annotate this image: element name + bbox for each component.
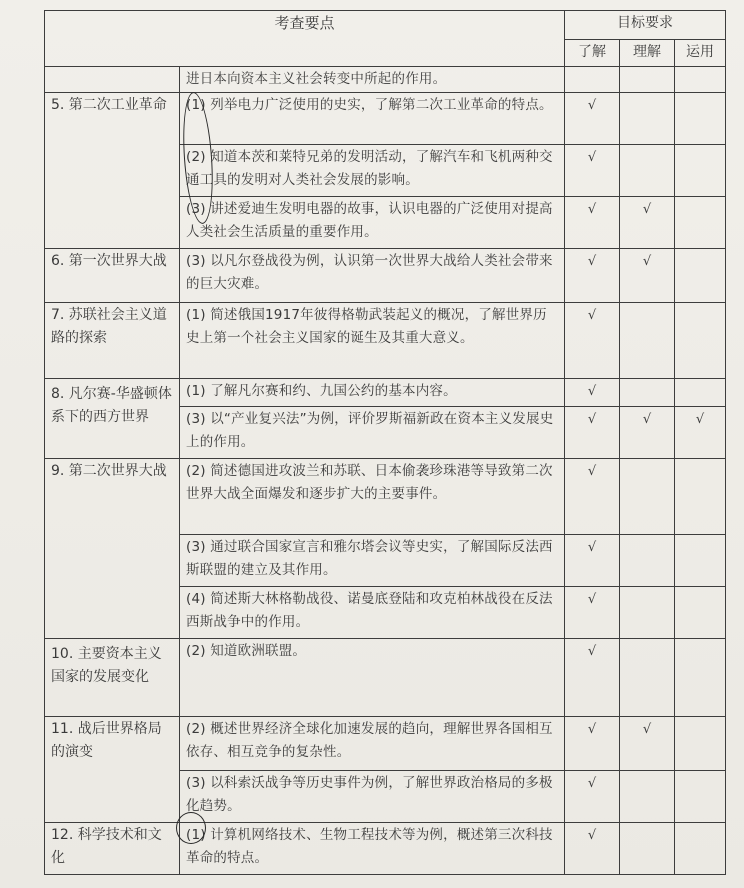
mark-understand: √ <box>565 771 620 823</box>
topic-cell: 12. 科学技术和文化 <box>45 823 180 875</box>
mark-understand: √ <box>565 459 620 535</box>
requirement-cell: (2) 知道本茨和莱特兄弟的发明活动，了解汽车和飞机两种交通工具的发明对人类社会发展的影响。 <box>180 145 565 197</box>
mark-understand: √ <box>565 587 620 639</box>
mark-understand: √ <box>565 407 620 459</box>
topic-cell: 6. 第一次世界大战 <box>45 249 180 303</box>
mark-comprehend: √ <box>620 717 675 771</box>
requirement-cell: (1) 了解凡尔赛和约、九国公约的基本内容。 <box>180 379 565 407</box>
mark-comprehend <box>620 459 675 535</box>
mark-understand: √ <box>565 379 620 407</box>
requirement-cell: (3) 以凡尔登战役为例，认识第一次世界大战给人类社会带来的巨大灾难。 <box>180 249 565 303</box>
level-understand-header: 了解 <box>565 40 620 67</box>
requirement-cell: (3) 讲述爱迪生发明电器的故事，认识电器的广泛使用对提高人类社会生活质量的重要作用。 <box>180 197 565 249</box>
mark-apply <box>675 197 726 249</box>
mark-understand: √ <box>565 93 620 145</box>
mark-apply <box>675 639 726 717</box>
requirement-cell: (2) 知道欧洲联盟。 <box>180 639 565 717</box>
mark-comprehend <box>620 145 675 197</box>
mark-understand: √ <box>565 535 620 587</box>
target-header: 目标要求 <box>565 11 726 40</box>
mark-comprehend <box>620 771 675 823</box>
header-row <box>45 11 726 40</box>
table-row <box>45 717 726 771</box>
mark-apply <box>675 771 726 823</box>
topic-cell: 11. 战后世界格局的演变 <box>45 717 180 823</box>
table-row <box>45 379 726 407</box>
mark-apply: √ <box>675 407 726 459</box>
table-row <box>45 249 726 303</box>
requirement-cell: (3) 以“产业复兴法”为例，评价罗斯福新政在资本主义发展史上的作用。 <box>180 407 565 459</box>
mark-comprehend <box>620 379 675 407</box>
mark-understand: √ <box>565 823 620 875</box>
table-row <box>45 67 726 93</box>
mark-comprehend <box>620 67 675 93</box>
mark-apply <box>675 459 726 535</box>
mark-comprehend: √ <box>620 197 675 249</box>
table-row <box>45 303 726 379</box>
level-comprehend-header: 理解 <box>620 40 675 67</box>
mark-comprehend: √ <box>620 407 675 459</box>
table-row <box>45 639 726 717</box>
mark-comprehend <box>620 639 675 717</box>
curriculum-table <box>44 10 726 875</box>
mark-comprehend <box>620 93 675 145</box>
mark-apply <box>675 93 726 145</box>
mark-understand: √ <box>565 145 620 197</box>
mark-apply <box>675 587 726 639</box>
requirement-cell: (2) 概述世界经济全球化加速发展的趋向，理解世界各国相互依存、相互竞争的复杂性。 <box>180 717 565 771</box>
mark-comprehend <box>620 823 675 875</box>
level-apply-header: 运用 <box>675 40 726 67</box>
table-row <box>45 823 726 875</box>
mark-apply <box>675 823 726 875</box>
requirement-cell: (1) 计算机网络技术、生物工程技术等为例，概述第三次科技革命的特点。 <box>180 823 565 875</box>
mark-apply <box>675 535 726 587</box>
mark-understand: √ <box>565 249 620 303</box>
mark-comprehend <box>620 587 675 639</box>
requirement-cell: (1) 简述俄国1917年彼得格勒武装起义的概况，了解世界历史上第一个社会主义国家的诞生及其重大意义。 <box>180 303 565 379</box>
requirement-cell: (2) 简述德国进攻波兰和苏联、日本偷袭珍珠港等导致第二次世界大战全面爆发和逐步扩大的主要事件。 <box>180 459 565 535</box>
topic-cell: 8. 凡尔赛-华盛顿体系下的西方世界 <box>45 379 180 459</box>
key-points-header: 考查要点 <box>45 11 565 67</box>
mark-apply <box>675 379 726 407</box>
mark-understand: √ <box>565 639 620 717</box>
topic-cell: 5. 第二次工业革命 <box>45 93 180 249</box>
mark-apply <box>675 67 726 93</box>
mark-understand: √ <box>565 717 620 771</box>
mark-apply <box>675 145 726 197</box>
mark-comprehend: √ <box>620 249 675 303</box>
mark-understand <box>565 67 620 93</box>
mark-comprehend <box>620 535 675 587</box>
mark-apply <box>675 303 726 379</box>
requirement-cell: (3) 通过联合国家宣言和雅尔塔会议等史实，了解国际反法西斯联盟的建立及其作用。 <box>180 535 565 587</box>
mark-comprehend <box>620 303 675 379</box>
mark-apply <box>675 717 726 771</box>
requirement-cell: (1) 列举电力广泛使用的史实，了解第二次工业革命的特点。 <box>180 93 565 145</box>
requirement-cell: 进日本向资本主义社会转变中所起的作用。 <box>180 67 565 93</box>
table-row <box>45 93 726 145</box>
mark-apply <box>675 249 726 303</box>
topic-cell: 9. 第二次世界大战 <box>45 459 180 639</box>
topic-cell: 10. 主要资本主义国家的发展变化 <box>45 639 180 717</box>
mark-understand: √ <box>565 303 620 379</box>
requirement-cell: (3) 以科索沃战争等历史事件为例，了解世界政治格局的多极化趋势。 <box>180 771 565 823</box>
mark-understand: √ <box>565 197 620 249</box>
topic-cell-blank <box>45 67 180 93</box>
topic-cell: 7. 苏联社会主义道路的探索 <box>45 303 180 379</box>
requirement-cell: (4) 简述斯大林格勒战役、诺曼底登陆和攻克柏林战役在反法西斯战争中的作用。 <box>180 587 565 639</box>
table-row <box>45 459 726 535</box>
